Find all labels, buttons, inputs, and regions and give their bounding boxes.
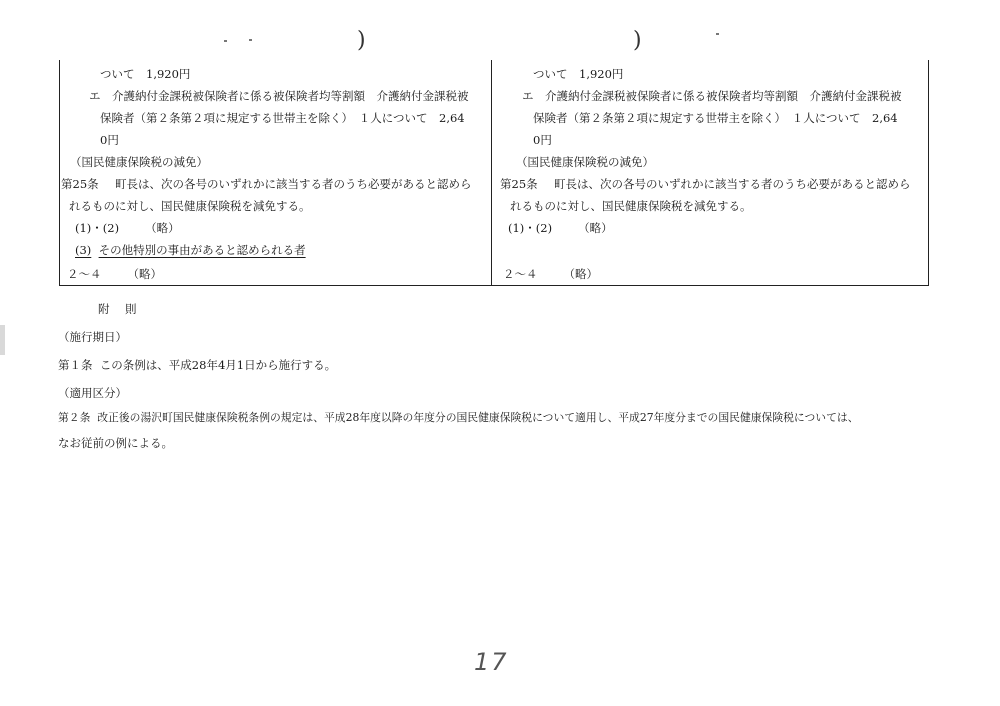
item-range-note: （略） [145, 221, 180, 235]
scan-speck [224, 40, 227, 42]
text-line: 介護納付金課税被保険者に係る被保険者均等割額 介護納付金課税被 [545, 89, 902, 103]
item-range [508, 220, 613, 236]
item-marker: エ [522, 89, 534, 103]
text-line: 保険者（第２条第２項に規定する世帯主を除く） １人について 2,64 [100, 111, 465, 125]
table-column-left [60, 60, 491, 285]
section-heading: （国民健康保険税の減免） [516, 155, 654, 169]
text-line: 介護納付金課税被保険者に係る被保険者均等割額 介護納付金課税被 [112, 89, 469, 103]
item-range [75, 220, 180, 236]
item-range-numbers: (1)・(2) [75, 221, 120, 235]
article-2-continuation: なお従前の例による。 [58, 436, 173, 450]
text-line: れるものに対し、国民健康保険税を減免する。 [510, 199, 752, 213]
section-heading: （施行期日） [58, 330, 127, 344]
article-number: 第25条 [500, 177, 538, 191]
paragraph-range-numbers: ２～４ [503, 267, 538, 281]
scan-speck [249, 39, 252, 41]
article-text: この条例は、平成28年4月1日から施行する。 [99, 358, 337, 372]
item-range-note: （略） [578, 221, 613, 235]
scan-smudge [0, 325, 5, 355]
table-column-right [492, 60, 930, 285]
supplementary-title: 附 則 [98, 302, 139, 316]
paragraph-range [67, 266, 162, 282]
article-number: 第２条 [58, 411, 91, 424]
article-number: 第１条 [58, 358, 93, 372]
section-heading: （適用区分） [58, 386, 127, 400]
item-marker: エ [89, 89, 101, 103]
paragraph-range [503, 266, 598, 282]
item-range-numbers: (1)・(2) [508, 221, 553, 235]
section-heading: （国民健康保険税の減免） [70, 155, 208, 169]
text-line: 0円 [533, 133, 552, 147]
text-line: 保険者（第２条第２項に規定する世帯主を除く） １人について 2,64 [533, 111, 898, 125]
amended-item [75, 242, 306, 258]
punch-hole-mark-left: ) [357, 28, 366, 53]
text-line: ついて 1,920円 [100, 67, 191, 81]
comparison-table [59, 60, 929, 286]
article-2 [58, 410, 859, 426]
amended-item-text: その他特別の事由があると認められる者 [98, 243, 306, 257]
article-number: 第25条 [61, 177, 99, 191]
handwritten-page-number: 17 [474, 648, 509, 676]
paragraph-range-numbers: ２～４ [67, 267, 102, 281]
paragraph-range-note: （略） [563, 267, 598, 281]
article-text: 改正後の湯沢町国民健康保険税条例の規定は、平成28年度以降の年度分の国民健康保険税について適用し、平成27年度分までの国民健康保険税については、 [97, 411, 859, 424]
punch-hole-mark-right: ) [633, 28, 642, 53]
text-line: 0円 [100, 133, 119, 147]
text-line: 町長は、次の各号のいずれかに該当する者のうち必要があると認めら [115, 177, 472, 191]
text-line: れるものに対し、国民健康保険税を減免する。 [69, 199, 311, 213]
text-line: ついて 1,920円 [533, 67, 624, 81]
amended-item-number: (3) [75, 243, 92, 257]
scan-speck [716, 33, 719, 35]
article-1 [58, 357, 336, 373]
paragraph-range-note: （略） [127, 267, 162, 281]
text-line: 町長は、次の各号のいずれかに該当する者のうち必要があると認めら [554, 177, 911, 191]
